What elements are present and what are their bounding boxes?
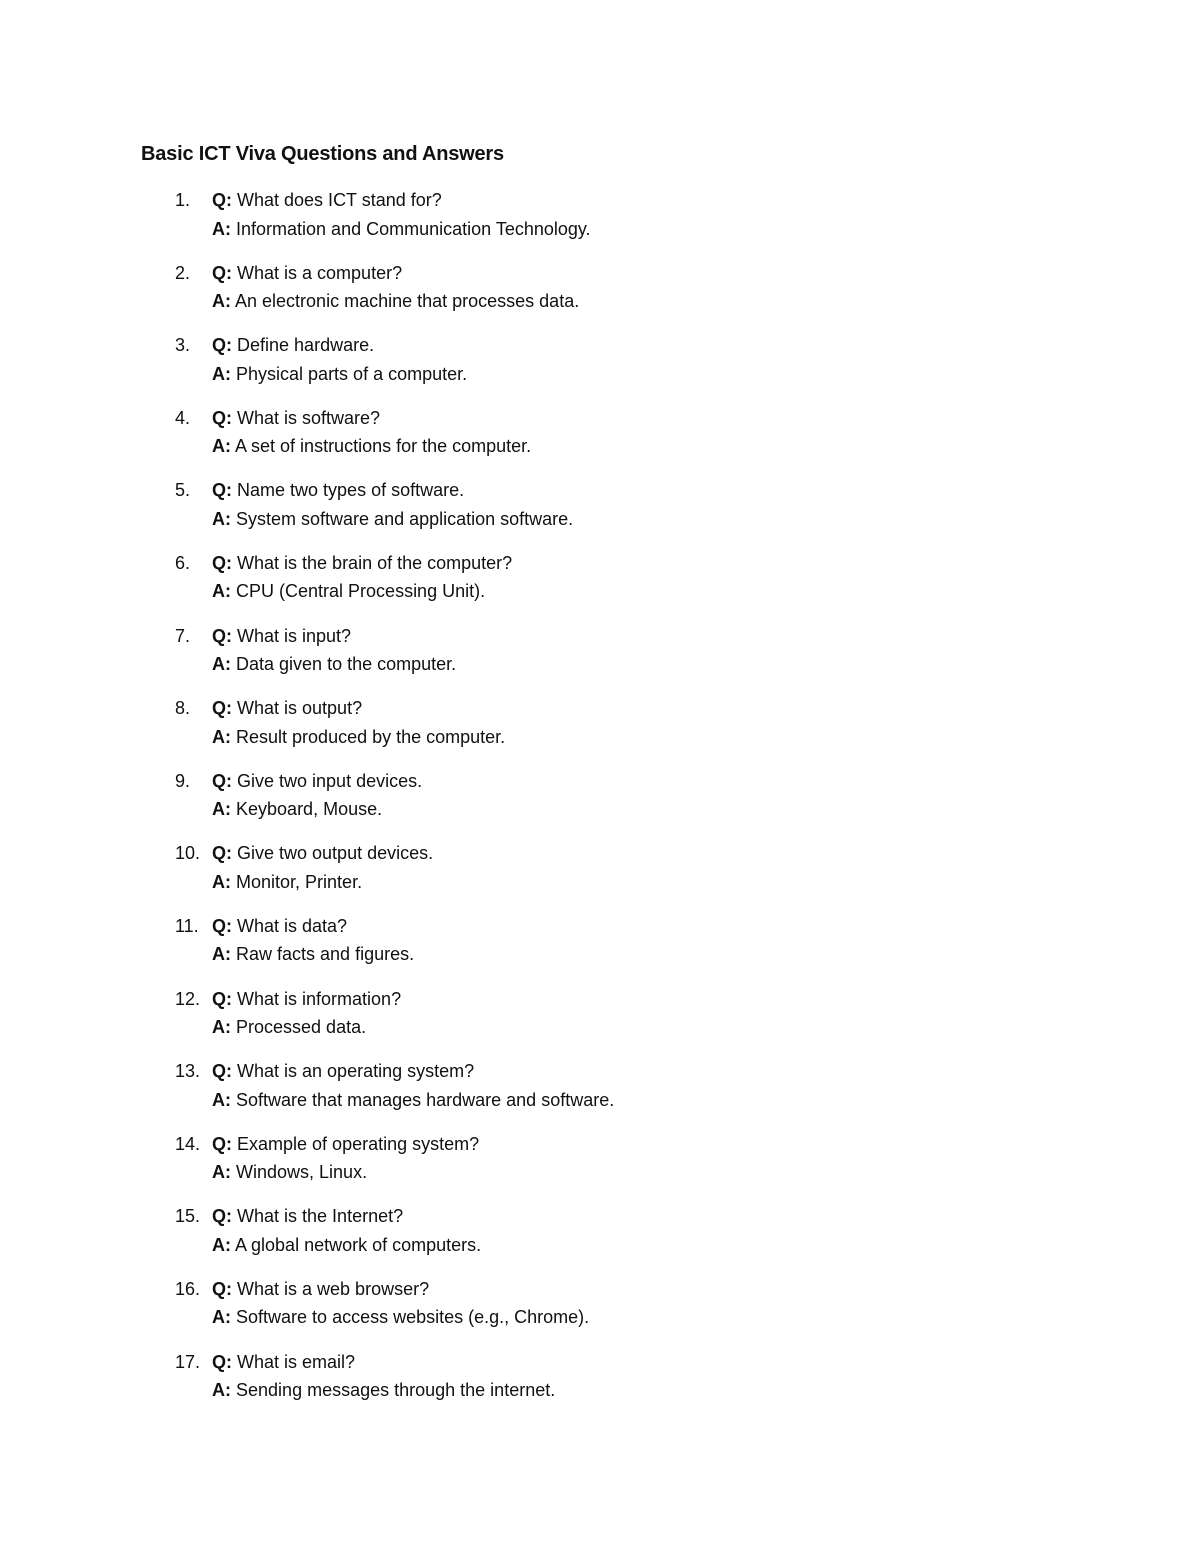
item-number: 10.: [175, 843, 201, 864]
qa-item: [0, 259, 1200, 332]
qa-item: [0, 1130, 1200, 1203]
question-prefix: Q:: [212, 770, 232, 791]
answer-text: Keyboard, Mouse.: [236, 799, 383, 820]
question-line: [212, 985, 401, 1014]
qa-item: [0, 476, 1200, 549]
item-number: 11.: [175, 915, 199, 936]
item-number: 7.: [175, 625, 191, 646]
answer-text: Physical parts of a computer.: [236, 363, 468, 384]
item-number: 16.: [175, 1278, 201, 1299]
answer-text: Windows, Linux.: [236, 1162, 368, 1183]
answer-prefix: A:: [212, 944, 231, 965]
question-prefix: Q:: [212, 625, 232, 646]
question-text: What is the brain of the computer?: [237, 552, 513, 573]
qa-item: [0, 404, 1200, 477]
item-number: 2.: [175, 262, 191, 283]
question-prefix: Q:: [212, 915, 232, 936]
question-text: Example of operating system?: [237, 1133, 480, 1154]
question-prefix: Q:: [212, 1351, 232, 1372]
answer-text: CPU (Central Processing Unit).: [236, 581, 486, 602]
question-prefix: Q:: [212, 335, 232, 356]
answer-line: [212, 723, 505, 752]
answer-line: [212, 1376, 555, 1405]
qa-item: [0, 549, 1200, 622]
answer-prefix: A:: [212, 654, 231, 675]
answer-text: Sending messages through the internet.: [236, 1380, 556, 1400]
qa-item: [0, 331, 1200, 404]
question-prefix: Q:: [212, 552, 232, 573]
answer-line: [212, 360, 467, 389]
question-line: [212, 1130, 479, 1159]
answer-text: System software and application software.: [236, 508, 574, 529]
qa-item: [0, 1202, 1200, 1275]
question-line: [212, 186, 442, 215]
answer-line: [212, 1086, 614, 1115]
qa-item: [0, 839, 1200, 912]
answer-line: [212, 577, 485, 606]
question-text: What is software?: [237, 407, 381, 428]
document-title: Basic ICT Viva Questions and Answers: [141, 143, 504, 165]
qa-item: [0, 1057, 1200, 1130]
question-text: What is an operating system?: [237, 1061, 475, 1082]
answer-text: Raw facts and figures.: [236, 944, 415, 965]
answer-prefix: A:: [212, 363, 231, 384]
qa-item: [0, 985, 1200, 1058]
question-text: What is data?: [237, 915, 348, 936]
item-number: 5.: [175, 480, 191, 501]
qa-item: [0, 622, 1200, 695]
question-line: [212, 1348, 355, 1377]
item-number: 13.: [175, 1061, 201, 1082]
question-text: What does ICT stand for?: [237, 190, 442, 210]
qa-item: [0, 767, 1200, 840]
item-number: 17.: [175, 1351, 201, 1372]
question-prefix: Q:: [212, 407, 232, 428]
qa-item: [0, 912, 1200, 985]
item-number: 3.: [175, 335, 191, 356]
answer-text: Monitor, Printer.: [236, 871, 363, 892]
answer-line: [212, 505, 573, 534]
answer-prefix: A:: [212, 291, 231, 312]
question-line: [212, 476, 464, 505]
question-prefix: Q:: [212, 190, 232, 210]
item-number: 1.: [175, 190, 191, 210]
item-number: 9.: [175, 770, 191, 791]
question-text: What is email?: [237, 1351, 356, 1372]
question-line: [212, 622, 351, 651]
answer-line: [212, 432, 531, 461]
answer-prefix: A:: [212, 871, 231, 892]
answer-line: [212, 287, 579, 316]
answer-line: [212, 215, 591, 244]
answer-prefix: A:: [212, 581, 231, 602]
question-prefix: Q:: [212, 988, 232, 1009]
question-line: [212, 331, 374, 360]
qa-item: [0, 1275, 1200, 1348]
answer-prefix: A:: [212, 1234, 231, 1255]
qa-item: [0, 1348, 1200, 1421]
qa-item: [0, 186, 1200, 259]
answer-prefix: A:: [212, 436, 231, 457]
item-number: 15.: [175, 1206, 201, 1227]
question-prefix: Q:: [212, 262, 232, 283]
answer-line: [212, 868, 362, 897]
answer-text: Processed data.: [236, 1017, 367, 1038]
question-line: [212, 549, 512, 578]
question-line: [212, 912, 347, 941]
answer-line: [212, 650, 456, 679]
item-number: 14.: [175, 1133, 201, 1154]
answer-line: [212, 940, 414, 969]
answer-prefix: A:: [212, 218, 231, 239]
answer-line: [212, 1303, 589, 1332]
question-line: [212, 1275, 429, 1304]
question-text: Define hardware.: [237, 335, 375, 356]
question-line: [212, 1057, 474, 1086]
question-line: [212, 404, 380, 433]
answer-text: A global network of computers.: [235, 1234, 482, 1255]
answer-line: [212, 1013, 366, 1042]
question-prefix: Q:: [212, 843, 232, 864]
answer-text: A set of instructions for the computer.: [235, 436, 532, 457]
answer-text: Information and Communication Technology.: [236, 218, 591, 239]
item-number: 4.: [175, 407, 191, 428]
answer-prefix: A:: [212, 1307, 231, 1328]
question-text: Name two types of software.: [237, 480, 465, 501]
qa-list: [0, 186, 1200, 1420]
question-prefix: Q:: [212, 1061, 232, 1082]
answer-text: Software that manages hardware and software.: [236, 1089, 615, 1110]
answer-prefix: A:: [212, 1162, 231, 1183]
answer-prefix: A:: [212, 508, 231, 529]
answer-prefix: A:: [212, 1380, 231, 1400]
question-text: What is a computer?: [237, 262, 403, 283]
answer-prefix: A:: [212, 1017, 231, 1038]
answer-prefix: A:: [212, 799, 231, 820]
question-prefix: Q:: [212, 1278, 232, 1299]
question-text: Give two input devices.: [237, 770, 423, 791]
question-text: What is the Internet?: [237, 1206, 404, 1227]
item-number: 8.: [175, 698, 191, 719]
answer-prefix: A:: [212, 726, 231, 747]
question-text: What is output?: [237, 698, 363, 719]
question-text: What is a web browser?: [237, 1278, 430, 1299]
answer-prefix: A:: [212, 1089, 231, 1110]
answer-text: Result produced by the computer.: [236, 726, 506, 747]
answer-line: [212, 1231, 481, 1260]
question-line: [212, 694, 362, 723]
question-text: What is information?: [237, 988, 402, 1009]
question-text: What is input?: [237, 625, 352, 646]
answer-line: [212, 1158, 367, 1187]
question-text: Give two output devices.: [237, 843, 434, 864]
question-line: [212, 839, 433, 868]
question-line: [212, 767, 422, 796]
question-line: [212, 1202, 403, 1231]
item-number: 6.: [175, 552, 191, 573]
item-number: 12.: [175, 988, 201, 1009]
question-prefix: Q:: [212, 1206, 232, 1227]
qa-item: [0, 694, 1200, 767]
question-prefix: Q:: [212, 480, 232, 501]
question-line: [212, 259, 402, 288]
question-prefix: Q:: [212, 698, 232, 719]
answer-text: An electronic machine that processes data.: [235, 291, 580, 312]
answer-text: Software to access websites (e.g., Chrome).: [236, 1307, 590, 1328]
question-prefix: Q:: [212, 1133, 232, 1154]
answer-text: Data given to the computer.: [236, 654, 457, 675]
answer-line: [212, 795, 382, 824]
